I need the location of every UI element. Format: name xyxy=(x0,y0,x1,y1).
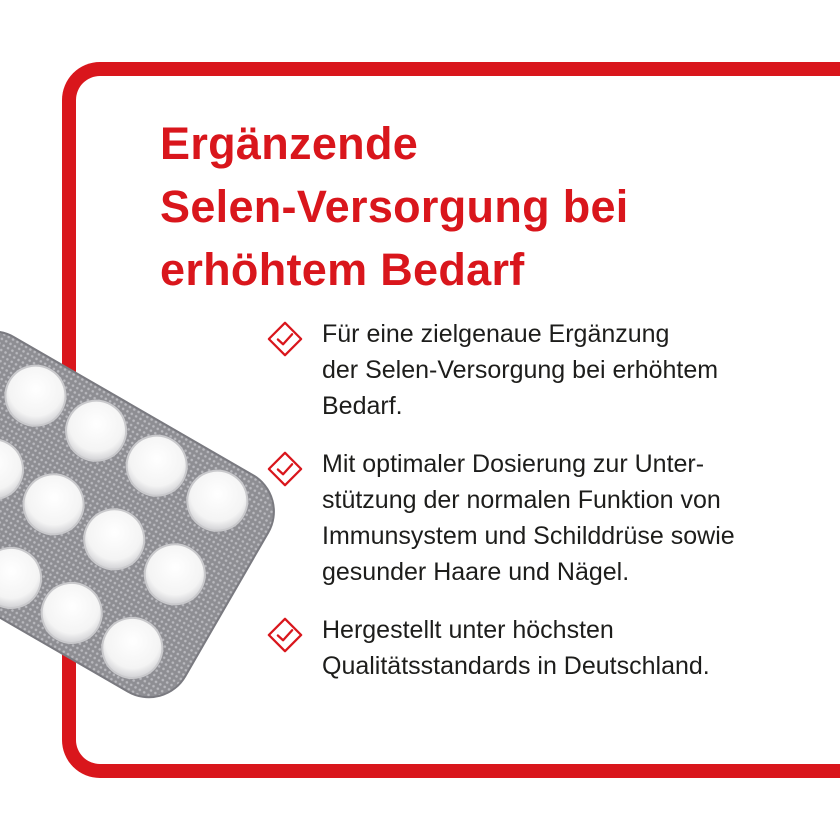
benefit-text-line: Qualitätsstandards in Deutschland. xyxy=(322,652,710,680)
benefit-text-line: Mit optimaler Dosierung zur Unter- xyxy=(322,450,705,478)
check-diamond-icon xyxy=(266,450,304,488)
check-diamond-icon xyxy=(266,320,304,358)
headline-line: erhöhtem Bedarf xyxy=(160,244,525,295)
benefit-text-line: Hergestellt unter höchsten xyxy=(322,616,614,644)
headline-line: Ergänzende xyxy=(160,118,419,169)
benefit-item xyxy=(266,446,806,590)
headline-line: Selen-Versorgung bei xyxy=(160,181,629,232)
benefit-text-line: Bedarf. xyxy=(322,392,403,420)
benefit-text-line: gesunder Haare und Nägel. xyxy=(322,558,630,586)
benefit-item xyxy=(266,612,806,684)
benefit-text-line: der Selen-Versorgung bei erhöhtem xyxy=(322,356,719,384)
benefit-text-line: stützung der normalen Funktion von xyxy=(322,486,721,514)
check-diamond-icon xyxy=(266,616,304,654)
benefit-text-line: Für eine zielgenaue Ergänzung xyxy=(322,320,670,348)
benefit-list xyxy=(266,316,806,684)
benefit-text-line: Immunsystem und Schilddrüse sowie xyxy=(322,522,735,550)
headline xyxy=(160,112,629,301)
benefit-item xyxy=(266,316,806,424)
